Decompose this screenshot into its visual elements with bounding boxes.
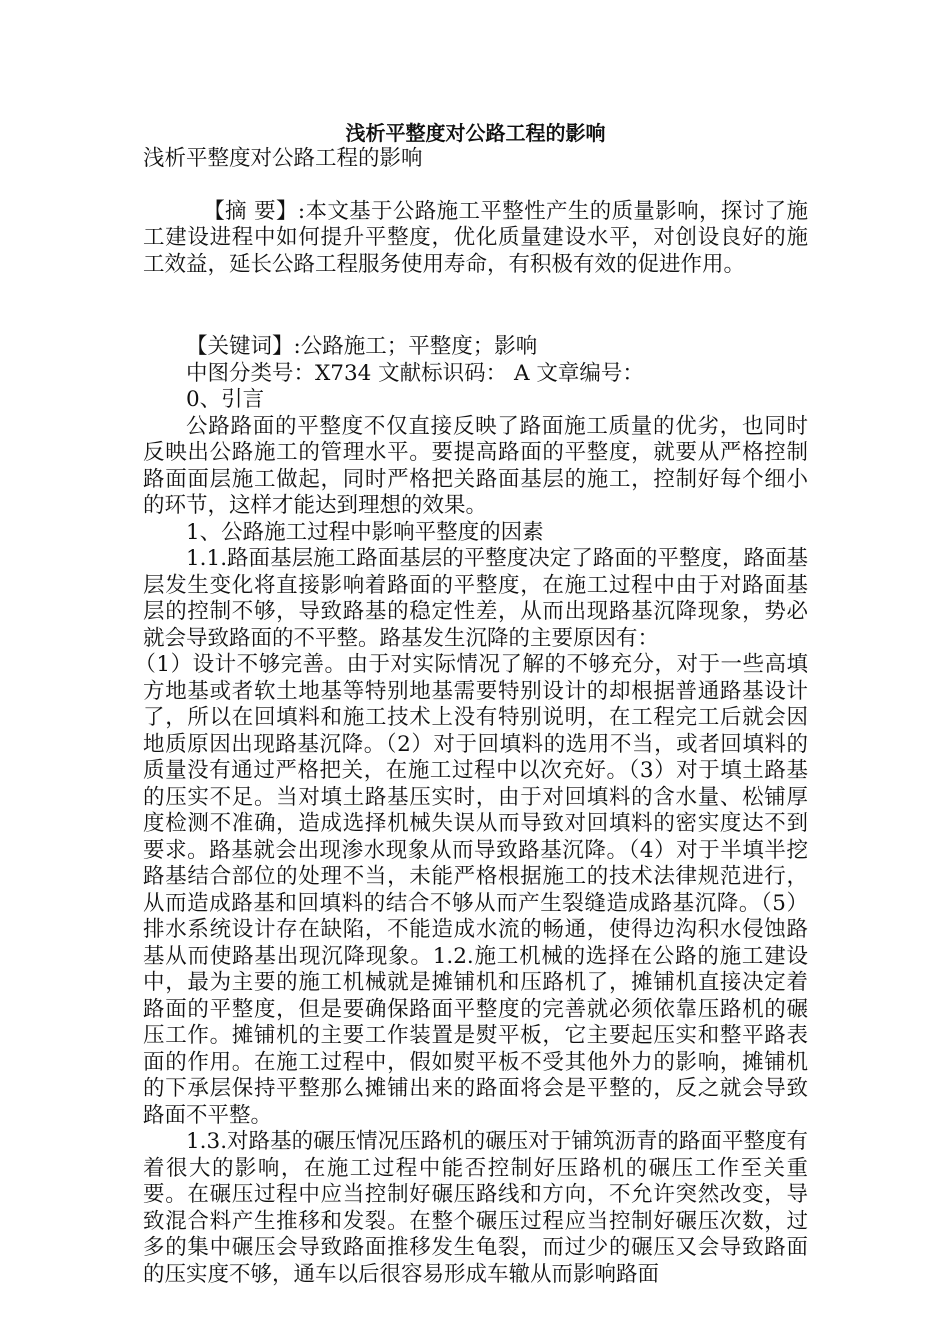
- section1-1-causes-paragraph: （1）设计不够完善。由于对实际情况了解的不够充分，对于一些高填方地基或者软土地基等特别地基需要特别设计的却根据普通路基设计了，所以在回填料和施工技术上没有特别说明，在工程完工后就会因地质原因出现路基沉降。（2）对于回填料的选用不当，或者回填料的质量没有通过严格把关，在施工过程中以次充好。（3）对于填土路基的压实不足。当对填土路基压实时，由于对回填料的含水量、松铺厚度检测不准确，造成选择机械失误从而导致对回填料的密实度达不到要求。路基就会出现渗水现象从而导致路基沉降。（4）对于半填半挖路基结合部位的处理不当，未能严格根据施工的技术法律规范进行，从而造成路基和回填料的结合不够从而产生裂缝造成路基沉降。（5）排水系统设计存在缺陷，不能造成水流的畅通，使得边沟积水侵蚀路基从而使路基出现沉降现象。1.2.施工机械的选择在公路的施工建设中，最为主要的施工机械就是摊铺机和压路机了，摊铺机直接决定着路面的平整度，但是要确保路面平整度的完善就必须依靠压路机的碾压工作。摊铺机的主要工作装置是熨平板，它主要起压实和整平路表面的作用。在施工过程中，假如熨平板不受其他外力的影响，摊铺机的下承层保持平整那么摊铺出来的路面将会是平整的，反之就会导致路面不平整。: [134, 652, 808, 1128]
- intro-paragraph: 公路路面的平整度不仅直接反映了路面施工质量的优劣，也同时反映出公路施工的管理水平。要提高路面的平整度，就要从严格控制路面面层施工做起，同时严格把关路面基层的施工，控制好每个细小的环节，这样才能达到理想的效果。: [143, 413, 808, 518]
- classification-line: 中图分类号：X734 文献标识码： A 文章编号：: [186, 360, 644, 386]
- document-page: [134, 120, 808, 1288]
- keywords-line: 【关键词】:公路施工；平整度；影响: [186, 334, 538, 359]
- abstract-paragraph: 【摘 要】:本文基于公路施工平整性产生的质量影响，探讨了施工建设进程中如何提升平整度，优化质量建设水平，对创设良好的施工效益，延长公路工程服务使用寿命，有积极有效的促进作用。: [143, 198, 808, 277]
- section1-3-paragraph: 1.3.对路基的碾压情况压路机的碾压对于铺筑沥青的路面平整度有着很大的影响，在施工过程中能否控制好压路机的碾压工作至关重要。在碾压过程中应当控制好碾压路线和方向，不允许突然改变，导致混合料产生推移和发裂。在整个碾压过程应当控制好碾压次数，过多的集中碾压会导致路面推移发生龟裂，而过少的碾压又会导致路面的压实度不够，通车以后很容易形成车辙从而影响路面: [143, 1129, 808, 1287]
- section1-heading: 1、公路施工过程中影响平整度的因素: [186, 519, 544, 545]
- section1-1-paragraph: 1.1.路面基层施工路面基层的平整度决定了路面的平整度，路面基层发生变化将直接影响着路面的平整度，在施工过程中由于对路面基层的控制不够，导致路基的稳定性差，从而出现路基沉降现象，势必就会导致路面的不平整。路基发生沉降的主要原因有：: [143, 546, 808, 651]
- intro-heading: 0、引言: [186, 387, 265, 412]
- document-subtitle: 浅析平整度对公路工程的影响: [143, 146, 423, 171]
- document-title: 浅析平整度对公路工程的影响: [345, 121, 606, 145]
